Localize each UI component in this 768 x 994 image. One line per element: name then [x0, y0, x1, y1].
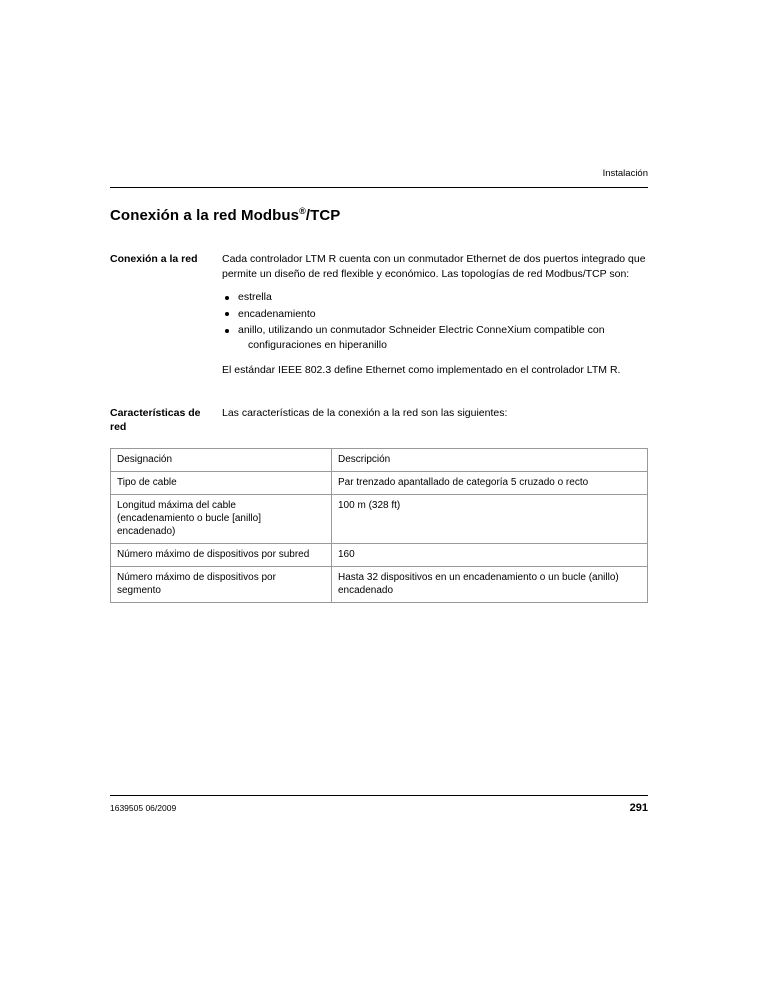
table-cell-designation: Longitud máxima del cable (encadenamiento o bucle [anillo] encadenado) [111, 494, 332, 543]
footer-row [110, 796, 648, 814]
table-cell-description: Hasta 32 dispositivos en un encadenamiento o un bucle (anillo) encadenado [332, 566, 648, 602]
specifications-table [110, 448, 648, 603]
section-body-network-connection [222, 252, 648, 378]
page-content [110, 168, 648, 603]
section-network-characteristics [110, 406, 648, 434]
page-footer [110, 795, 648, 814]
list-item-label: encadenamiento [238, 307, 316, 320]
specifications-table-wrapper [110, 448, 648, 603]
paragraph-characteristics-intro: Las características de la conexión a la red son las siguientes: [222, 406, 508, 419]
footer-document-id: 1639505 06/2009 [110, 803, 177, 813]
table-cell-description: 100 m (328 ft) [332, 494, 648, 543]
table-header-designation: Designación [111, 448, 332, 471]
list-item [222, 307, 648, 322]
table-cell-description: Par trenzado apantallado de categoría 5 cruzado o recto [332, 471, 648, 494]
page-title-main: Conexión a la red Modbus [110, 207, 300, 224]
section-body-network-characteristics [222, 406, 648, 434]
list-item [222, 290, 648, 305]
table-header-description: Descripción [332, 448, 648, 471]
table-cell-designation: Número máximo de dispositivos por segmento [111, 566, 332, 602]
page-title-suffix: /TCP [305, 207, 341, 224]
list-item-label: anillo, utilizando un conmutador Schneider Electric ConneXium compatible con [238, 324, 605, 336]
section-label-network-connection: Conexión a la red [110, 253, 198, 265]
topology-list [222, 290, 648, 352]
table-row [111, 494, 648, 543]
table-cell-description: 160 [332, 543, 648, 566]
list-item-label-continued: configuraciones en hiperanillo [248, 338, 387, 351]
paragraph-topologies-intro: Cada controlador LTM R cuenta con un conmutador Ethernet de dos puertos integrado que permite un diseño de red flexible y económico. Las topologías de red Modbus/TCP son: [222, 253, 646, 280]
footer-page-number: 291 [629, 802, 648, 814]
table-row [111, 471, 648, 494]
list-item-label: estrella [238, 291, 272, 303]
list-item [222, 323, 648, 352]
page-title [110, 206, 648, 224]
header-divider [110, 187, 648, 188]
registered-trademark-icon: ® [299, 206, 306, 216]
table-row [111, 566, 648, 602]
running-head: Instalación [602, 168, 648, 179]
table-cell-designation: Tipo de cable [111, 471, 332, 494]
section-label-network-characteristics: Características de red [110, 406, 201, 433]
paragraph-ieee-standard: El estándar IEEE 802.3 define Ethernet como implementado en el controlador LTM R. [222, 364, 621, 376]
table-header-row [111, 448, 648, 471]
section-network-connection [110, 252, 648, 378]
table-cell-designation: Número máximo de dispositivos por subred [111, 543, 332, 566]
table-row [111, 543, 648, 566]
